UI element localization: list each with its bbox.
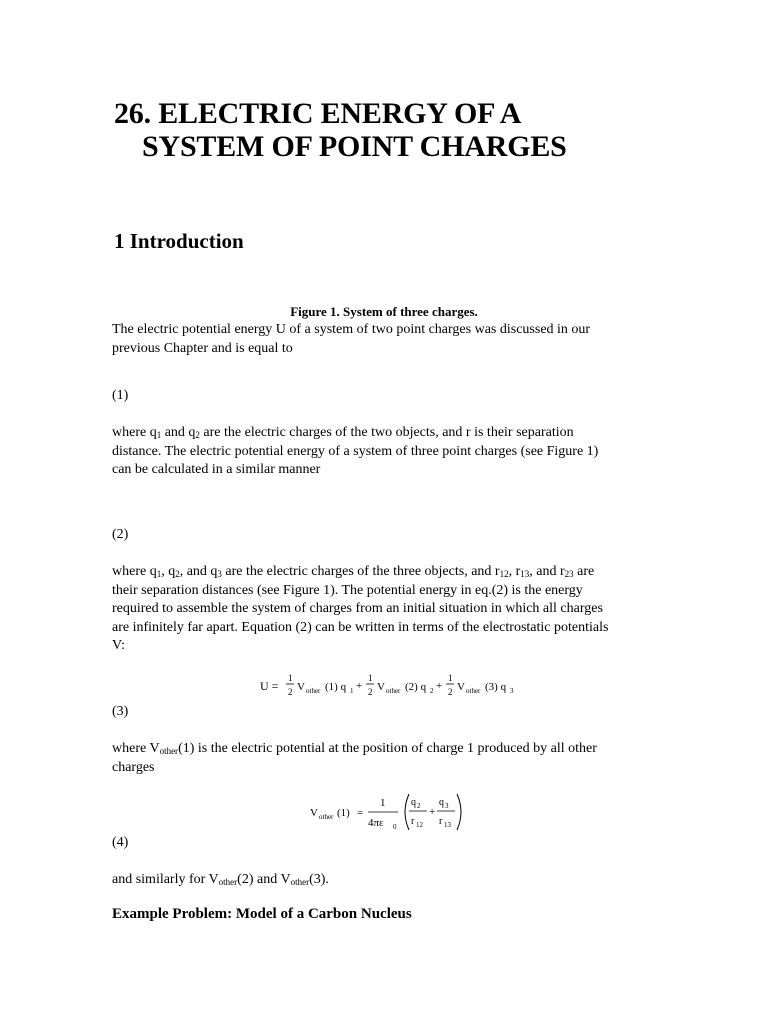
svg-text:other: other (306, 687, 321, 695)
svg-text:2: 2 (368, 687, 373, 697)
paragraph-two-charges: where $q_1$ and $q_2$ are the electric charges of the two objects, and r is their separation distance. The electric potential energy of a system of three point charges (see Figure 1) can be calculated in a similar manner (112, 425, 599, 477)
paragraph-similarly: and similarly for $V_{other}(2)$ and $V_{other}(3)$. (112, 872, 329, 887)
svg-text:(1) q: (1) q (325, 681, 347, 693)
svg-text:+: + (436, 680, 443, 692)
svg-text:(3) q: (3) q (485, 681, 507, 693)
svg-text:=: = (357, 807, 364, 819)
example-heading: Example Problem: Model of a Carbon Nucleus (112, 906, 412, 922)
chapter-title-line-1: 26. ELECTRIC ENERGY OF A (114, 97, 522, 130)
paragraph-v-other: where $V_{other}(1)$ is the electric potential at the position of charge 1 produced by all other charges (112, 741, 597, 775)
svg-text:3: 3 (445, 802, 449, 810)
svg-text:q: q (411, 797, 416, 808)
chapter-title (114, 97, 567, 163)
eq3-lhs: U = (260, 679, 279, 693)
svg-text:4πε: 4πε (368, 817, 384, 829)
equation-3-formula (250, 668, 520, 702)
svg-text:0: 0 (393, 823, 397, 831)
equation-number-1: (1) (112, 388, 129, 403)
equation-number-3: (3) (112, 704, 129, 719)
svg-text:V: V (310, 807, 318, 819)
svg-text:r: r (411, 816, 415, 827)
svg-text:1: 1 (350, 687, 354, 695)
svg-text:2: 2 (417, 802, 421, 810)
svg-text:other: other (386, 687, 401, 695)
svg-text:2: 2 (430, 687, 434, 695)
equation-number-4: (4) (112, 835, 129, 850)
section-heading: 1 Introduction (114, 229, 244, 253)
eq3-half-den-1: 2 (288, 687, 293, 697)
svg-text:1: 1 (380, 797, 386, 809)
svg-text:(2) q: (2) q (405, 681, 427, 693)
svg-text:3: 3 (510, 687, 514, 695)
paragraph-three-charges: where $q_1$, $q_2$, and $q_3$ are the electric charges of the three objects, and $r_{12}$, $r_{13}$, and $r_{23}$ are their separation distances (see Figure 1). The potential energy in eq.(2) is the energy required to assemble the system of charges from an initial situation in which all charges are infinitely far apart. Equation (2) can be written in terms of the electrostatic potentials V: (112, 564, 609, 653)
svg-text:V: V (457, 681, 465, 693)
equation-4-formula (305, 790, 470, 836)
svg-text:r: r (439, 816, 443, 827)
svg-text:1: 1 (448, 673, 453, 683)
eq3-half-num-1: 1 (288, 673, 293, 683)
svg-text:+: + (429, 806, 436, 818)
chapter-title-line-2: SYSTEM OF POINT CHARGES (142, 130, 567, 163)
svg-text:q: q (439, 797, 444, 808)
svg-text:(1): (1) (337, 807, 350, 819)
svg-text:13: 13 (444, 821, 451, 829)
svg-text:2: 2 (448, 687, 453, 697)
figure-caption: Figure 1. System of three charges. (290, 304, 478, 319)
paragraph-intro: The electric potential energy U of a system of two point charges was discussed in our previous Chapter and is equal to (112, 322, 591, 356)
svg-text:12: 12 (416, 821, 423, 829)
svg-text:other: other (319, 813, 334, 821)
svg-text:V: V (297, 681, 305, 693)
svg-text:+: + (356, 680, 363, 692)
svg-text:V: V (377, 681, 385, 693)
equation-number-2: (2) (112, 527, 129, 542)
svg-text:other: other (466, 687, 481, 695)
svg-text:1: 1 (368, 673, 373, 683)
